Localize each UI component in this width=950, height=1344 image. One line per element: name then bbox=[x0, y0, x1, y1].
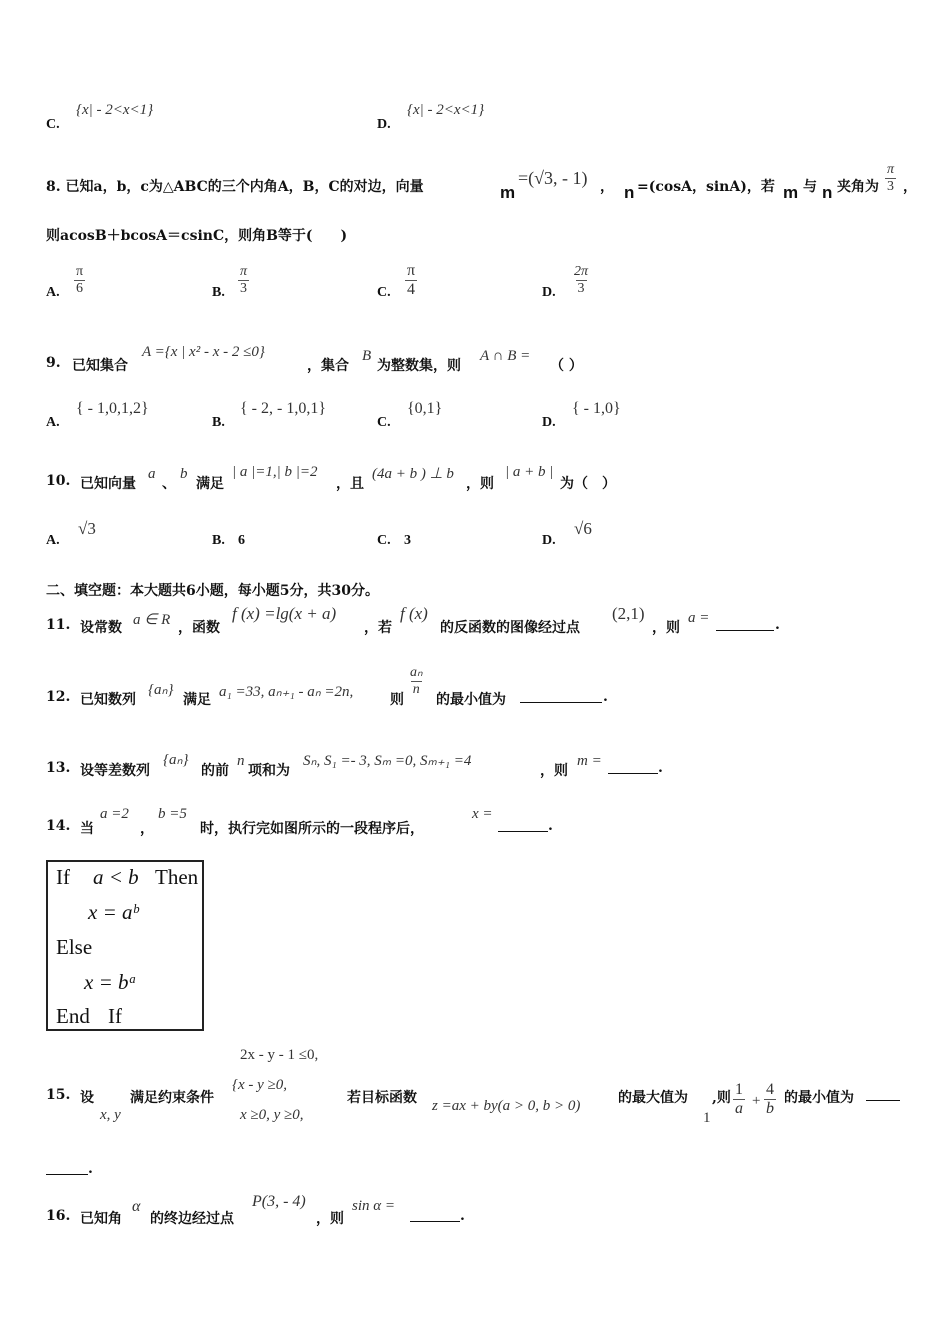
q14-program-box bbox=[46, 860, 204, 1031]
q8-option-b-value: $\frac{\pi}{3}$ bbox=[240, 264, 248, 296]
q12-math-2: a₁ =33, aₙ₊₁ - aₙ =2n, bbox=[219, 684, 354, 700]
q8-stem-line1 bbox=[46, 176, 424, 196]
q15-text-b: 满足约束条件 bbox=[130, 1090, 214, 1106]
q11-math-1: a ∈ R bbox=[133, 612, 171, 628]
q8-option-b-label: B. bbox=[212, 285, 225, 300]
q16-text-a: 已知角 bbox=[80, 1211, 122, 1227]
q10-sep: 、 bbox=[162, 476, 176, 492]
code-end-if: If bbox=[108, 1004, 122, 1028]
q11-text-a: 设常数 bbox=[80, 620, 122, 636]
q11-end: . bbox=[775, 617, 780, 633]
q7-option-c-math: {x| - 2<x<1} bbox=[76, 102, 154, 118]
code-end: End bbox=[56, 1004, 90, 1028]
q15-text-e: ,则 bbox=[712, 1090, 731, 1106]
q15-answer-blank-part-1[interactable] bbox=[866, 1086, 900, 1101]
code-if: If bbox=[56, 865, 70, 889]
q10-perp-condition: (4a + b ) ⊥ b bbox=[372, 466, 454, 482]
q11-math-5: a = bbox=[688, 610, 710, 626]
code-else: Else bbox=[56, 935, 93, 959]
q10-option-a-value: √3 bbox=[78, 519, 96, 538]
q15-text-c: 若目标函数 bbox=[347, 1090, 417, 1106]
code-condition: a < b bbox=[93, 865, 139, 889]
q16-point: P(3, - 4) bbox=[252, 1193, 306, 1210]
q12-fraction bbox=[408, 664, 425, 698]
q15-plus: + bbox=[752, 1093, 761, 1109]
q11-text-d: 的反函数的图像经过点 bbox=[440, 620, 580, 636]
q10-text-a: 已知向量 bbox=[80, 476, 136, 492]
q15-constraint-1: 2x - y - 1 ≤0, bbox=[240, 1047, 319, 1063]
q15-number: 15. bbox=[46, 1087, 71, 1103]
q15-fraction-2: $\frac{4}{b}$ bbox=[766, 1081, 774, 1117]
q8-option-a-value: $\frac{\pi}{6}$ bbox=[76, 264, 84, 296]
q10-expression: | a + b | bbox=[505, 464, 554, 480]
q8-with: 与 bbox=[803, 179, 817, 195]
q14-answer-blank[interactable] bbox=[498, 817, 548, 832]
q11-math-4: (2,1) bbox=[612, 604, 645, 623]
q8-option-c-value: $\frac{\pi}{4}$ bbox=[407, 262, 416, 298]
q12-text-b: 满足 bbox=[183, 692, 211, 708]
q10-text-b: 满足 bbox=[196, 476, 224, 492]
q12-end: . bbox=[603, 689, 608, 705]
q12-math-1: {aₙ} bbox=[148, 682, 174, 698]
q13-math-3: Sₙ, S₁ =- 3, Sₘ =0, Sₘ₊₁ =4 bbox=[303, 753, 472, 769]
q13-text-d: ，则 bbox=[540, 763, 568, 779]
code-assign-2: x = bᵃ bbox=[84, 970, 137, 994]
q11-math-2: f (x) =lg(x + a) bbox=[232, 604, 337, 623]
q10-condition: | a |=1,| b |=2 bbox=[232, 464, 318, 480]
q15-constraint-2: {x - y ≥0, bbox=[232, 1077, 288, 1093]
q10-text-c: ，且 bbox=[336, 476, 364, 492]
q16-number: 16. bbox=[46, 1208, 71, 1224]
q11-number: 11. bbox=[46, 617, 71, 633]
q10-number: 10. bbox=[46, 473, 71, 489]
q13-end: . bbox=[658, 760, 663, 776]
q9-intersection: A ∩ B = bbox=[480, 348, 531, 364]
q12-frac-num: aₙ bbox=[410, 665, 423, 680]
q8-angle-den: 3 bbox=[887, 179, 894, 194]
q16-text-c: ，则 bbox=[316, 1211, 344, 1227]
q7-option-d-label: D. bbox=[377, 117, 391, 132]
q9-option-a-value: { - 1,0,1,2} bbox=[76, 400, 149, 417]
q9-option-c-label: C. bbox=[377, 415, 391, 430]
q9-option-d-label: D. bbox=[542, 415, 556, 430]
q9-text-b: ，集合 bbox=[307, 358, 349, 374]
q8-angle-num: π bbox=[887, 162, 895, 177]
q8-stem-line2: 则acosB＋bcosA＝csinC，则角B等于( ) bbox=[46, 228, 348, 244]
q13-math-4: m = bbox=[577, 753, 602, 769]
q8-option-d-value: $\frac{2\pi}{3}$ bbox=[574, 264, 589, 296]
q15-vars: x, y bbox=[100, 1107, 121, 1123]
q8-option-d-label: D. bbox=[542, 285, 556, 300]
q9-text-c: 为整数集，则 bbox=[377, 358, 461, 374]
q12-number: 12. bbox=[46, 689, 71, 705]
q15-answer-blank-part-2[interactable] bbox=[46, 1160, 88, 1175]
q12-text-c: 则 bbox=[390, 692, 404, 708]
q9-text-d: （ ） bbox=[550, 358, 583, 374]
q10-option-d-value: √6 bbox=[574, 519, 592, 538]
q8-vector-n-value: =(cosA，sinA)，若 bbox=[637, 179, 775, 195]
q10-option-a-label: A. bbox=[46, 533, 60, 548]
q11-answer-blank[interactable] bbox=[716, 616, 774, 631]
q16-end: . bbox=[460, 1208, 465, 1224]
q14-text-a: 当 bbox=[80, 821, 94, 837]
q8-angle-text: 夹角为 bbox=[837, 179, 879, 195]
q12-answer-blank[interactable] bbox=[520, 688, 602, 703]
q16-answer-blank[interactable] bbox=[410, 1207, 460, 1222]
q13-answer-blank[interactable] bbox=[608, 759, 658, 774]
q8-vector-n-2: n bbox=[822, 183, 833, 202]
q10-option-c-value: 3 bbox=[404, 533, 411, 548]
q15-constraint-3: x ≥0, y ≥0, bbox=[240, 1107, 304, 1123]
q13-text-a: 设等差数列 bbox=[80, 763, 150, 779]
q8-comma: ， bbox=[600, 179, 614, 195]
q8-vector-m: m bbox=[500, 183, 516, 202]
q8-vector-m-2: m bbox=[783, 183, 799, 202]
q11-text-e: ，则 bbox=[652, 620, 680, 636]
q8-text-a: 已知a，b，c为△ABC的三个内角A，B，C的对边，向量 bbox=[65, 179, 424, 195]
q13-text-c: 项和为 bbox=[248, 763, 290, 779]
q15-objective: z =ax + by(a > 0, b > 0) bbox=[432, 1098, 581, 1114]
code-then: Then bbox=[155, 865, 199, 889]
q14-math-x: x = bbox=[472, 806, 493, 822]
q10-option-b-value: 6 bbox=[238, 533, 245, 548]
q11-math-3: f (x) bbox=[400, 604, 428, 623]
q14-comma: ， bbox=[140, 821, 154, 837]
q13-math-2: n bbox=[237, 753, 245, 769]
q7-option-c-label: C. bbox=[46, 117, 60, 132]
q9-set-b: B bbox=[362, 348, 372, 364]
q15-max-value: 1 bbox=[703, 1110, 711, 1126]
q8-angle-fraction bbox=[885, 162, 896, 195]
q9-set-a: A ={x | x² - x - 2 ≤0} bbox=[142, 344, 265, 360]
q10-vector-a: a bbox=[148, 466, 156, 482]
q14-number: 14. bbox=[46, 818, 71, 834]
q7-option-d-math: {x| - 2<x<1} bbox=[407, 102, 485, 118]
q14-math-b: b =5 bbox=[158, 806, 187, 822]
q10-option-b-label: B. bbox=[212, 533, 225, 548]
q14-math-a: a =2 bbox=[100, 806, 129, 822]
q9-number: 9. bbox=[46, 355, 61, 371]
q12-text-a: 已知数列 bbox=[80, 692, 136, 708]
q14-end: . bbox=[548, 818, 553, 834]
q15-text-f: 的最小值为 bbox=[784, 1090, 854, 1106]
q12-frac-den: n bbox=[412, 682, 420, 697]
section-2-heading: 二、填空题：本大题共6小题，每小题5分，共30分。 bbox=[46, 583, 379, 599]
q13-math-1: {aₙ} bbox=[163, 752, 189, 768]
q9-option-a-label: A. bbox=[46, 415, 60, 430]
q8-option-c-label: C. bbox=[377, 285, 391, 300]
q16-sin-expr: sin α = bbox=[352, 1198, 396, 1214]
q9-text-a: 已知集合 bbox=[72, 358, 128, 374]
code-assign-1: x = aᵇ bbox=[88, 900, 139, 924]
q9-option-b-value: { - 2, - 1,0,1} bbox=[240, 400, 327, 417]
q11-text-c: ，若 bbox=[364, 620, 392, 636]
q15-fraction-1: $\frac{1}{a}$ bbox=[735, 1081, 743, 1117]
q10-text-d: ，则 bbox=[466, 476, 494, 492]
q11-text-b: ，函数 bbox=[178, 620, 220, 636]
q14-text-b: 时，执行完如图所示的一段程序后， bbox=[200, 821, 424, 837]
q13-number: 13. bbox=[46, 760, 71, 776]
q10-option-d-label: D. bbox=[542, 533, 556, 548]
q9-option-b-label: B. bbox=[212, 415, 225, 430]
q15-text-a: 设 bbox=[80, 1090, 94, 1106]
q8-trailing-comma: ， bbox=[903, 179, 917, 195]
q9-option-c-value: {0,1} bbox=[407, 400, 443, 417]
q16-alpha: α bbox=[132, 1198, 141, 1215]
q8-number: 8. bbox=[46, 179, 61, 195]
q16-text-b: 的终边经过点 bbox=[150, 1211, 234, 1227]
q15-text-d: 的最大值为 bbox=[618, 1090, 688, 1106]
q10-option-c-label: C. bbox=[377, 533, 391, 548]
q10-text-e: 为（ ） bbox=[560, 476, 616, 492]
q8-option-a-label: A. bbox=[46, 285, 60, 300]
q8-vector-n: n bbox=[624, 183, 635, 202]
q10-vector-b: b bbox=[180, 466, 188, 482]
q15-end: . bbox=[88, 1161, 93, 1177]
q8-vector-m-value: =(√3, - 1) bbox=[518, 168, 588, 188]
q13-text-b: 的前 bbox=[201, 763, 229, 779]
q12-text-d: 的最小值为 bbox=[436, 692, 506, 708]
q9-option-d-value: { - 1,0} bbox=[572, 400, 621, 417]
